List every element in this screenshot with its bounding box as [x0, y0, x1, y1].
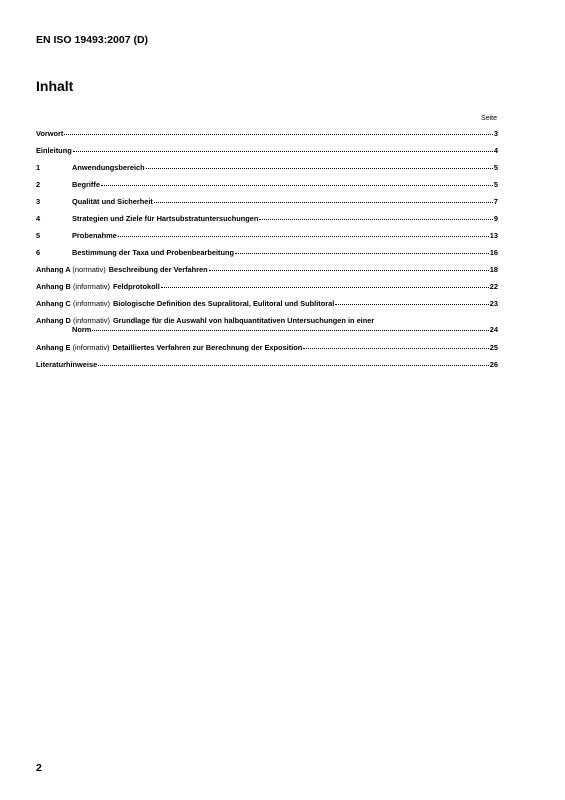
toc-entry-section-2[interactable]: [36, 180, 498, 197]
toc-entry-page: 5: [493, 163, 498, 172]
toc-entry-number: 1: [36, 163, 41, 172]
toc-entry-annex-b[interactable]: [36, 282, 498, 299]
dot-leader: [235, 248, 489, 254]
toc-entry-page: 22: [489, 282, 498, 291]
toc-entry-bibliography[interactable]: [36, 360, 498, 377]
toc-entry-title: Anwendungsbereich: [72, 163, 145, 172]
toc-entry-title: Einleitung: [36, 146, 72, 155]
toc-entry-annex-a[interactable]: [36, 265, 498, 282]
toc-entry-page: 13: [489, 231, 498, 240]
toc-entry-title: Probenahme: [72, 231, 117, 240]
toc-entry-title: Detailliertes Verfahren zur Berechnung der Exposition: [112, 343, 303, 352]
toc-entry-section-1[interactable]: [36, 163, 498, 180]
toc-heading: Inhalt: [36, 78, 74, 94]
dot-leader: [303, 343, 488, 349]
toc-entry-number: 5: [36, 231, 41, 240]
dot-leader: [98, 360, 489, 366]
dot-leader: [118, 231, 489, 237]
toc-entry-title: Strategien und Ziele für Hartsubstratuntersuchungen: [72, 214, 259, 223]
annex-label: Anhang E (informativ): [36, 343, 110, 352]
dot-leader: [335, 299, 489, 305]
toc-entry-page: 9: [493, 214, 498, 223]
dot-leader: [92, 325, 488, 331]
toc-entry-title: Begriffe: [72, 180, 100, 189]
toc-entry-title: Grundlage für die Auswahl von halbquantitativen Untersuchungen in einer: [112, 316, 375, 325]
toc-entry-title: Qualität und Sicherheit: [72, 197, 153, 206]
toc-entry-page: 18: [489, 265, 498, 274]
toc-entry-page: 23: [489, 299, 498, 308]
toc-entry-number: 6: [36, 248, 41, 257]
dot-leader: [209, 265, 489, 271]
dot-leader: [161, 282, 489, 288]
dot-leader: [154, 197, 493, 203]
annex-label: Anhang C (informativ): [36, 299, 110, 308]
annex-label: Anhang A (normativ): [36, 265, 106, 274]
annex-label: Anhang D (informativ): [36, 316, 110, 325]
toc-entry-title: Bestimmung der Taxa und Probenbearbeitung: [72, 248, 235, 257]
toc-entry-title: Feldprotokoll: [112, 282, 160, 291]
toc-entry-title: Beschreibung der Verfahren: [108, 265, 208, 274]
toc-entry-page: 5: [493, 180, 498, 189]
annex-label: Anhang B (informativ): [36, 282, 110, 291]
toc-entry-number: 2: [36, 180, 41, 189]
toc-entry-title: Vorwort: [36, 129, 64, 138]
toc-entry-page: 25: [489, 343, 498, 352]
toc-entry-einleitung[interactable]: [36, 146, 498, 163]
document-id: EN ISO 19493:2007 (D): [36, 34, 149, 46]
toc-entry-vorwort[interactable]: [36, 129, 498, 146]
toc-entry-annex-d[interactable]: [36, 316, 498, 343]
toc-entry-title: Literaturhinweise: [36, 360, 98, 369]
toc-entry-section-5[interactable]: [36, 231, 498, 248]
toc-entry-title: Biologische Definition des Supralitoral, Eulitoral und Sublitoral: [112, 299, 335, 308]
dot-leader: [64, 129, 493, 135]
toc-entry-page: 3: [493, 129, 498, 138]
toc-entry-page: 4: [493, 146, 498, 155]
toc-entry-section-6[interactable]: [36, 248, 498, 265]
dot-leader: [146, 163, 493, 169]
dot-leader: [101, 180, 493, 186]
toc-entry-number: 3: [36, 197, 41, 206]
toc-entry-page: 26: [489, 360, 498, 369]
page-number: 2: [36, 762, 42, 774]
toc-entry-section-4[interactable]: [36, 214, 498, 231]
page-column-label: Seite: [481, 115, 497, 122]
dot-leader: [73, 146, 493, 152]
dot-leader: [259, 214, 492, 220]
toc-entry-page: 7: [493, 197, 498, 206]
toc-entry-number: 4: [36, 214, 41, 223]
table-of-contents: [36, 129, 498, 377]
toc-entry-page: 24: [489, 325, 498, 334]
toc-entry-page: 16: [489, 248, 498, 257]
toc-entry-annex-e[interactable]: [36, 343, 498, 360]
toc-entry-annex-c[interactable]: [36, 299, 498, 316]
toc-entry-title-continued: Norm: [72, 325, 92, 334]
toc-entry-section-3[interactable]: [36, 197, 498, 214]
